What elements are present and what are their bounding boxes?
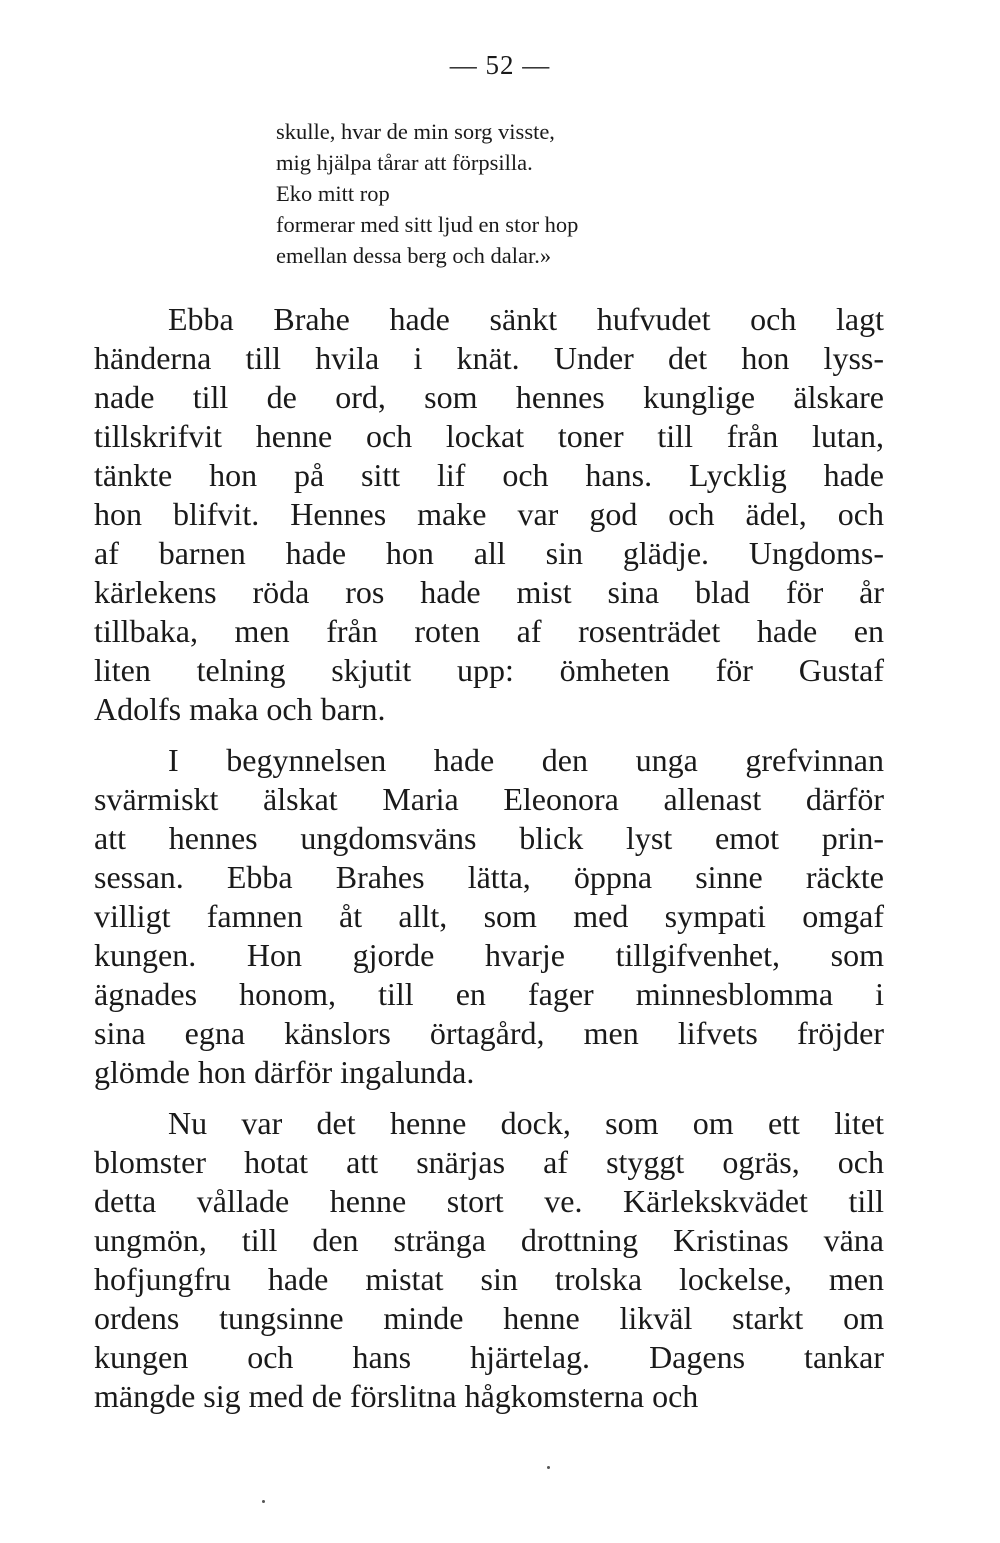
text-line: ungmön, till den stränga drottning Kristinas väna	[94, 1222, 884, 1258]
text-line: kungen. Hon gjorde hvarje tillgifvenhet, som	[94, 937, 884, 973]
verse-line: skulle, hvar de min sorg visste,	[276, 119, 555, 144]
verse-block	[276, 116, 796, 271]
text-line: ordens tungsinne minde henne likväl starkt om	[94, 1300, 884, 1336]
text-line: liten telning skjutit upp: ömheten för Gustaf	[94, 652, 884, 688]
text-line: detta vållade henne stort ve. Kärlekskvädet till	[94, 1183, 884, 1219]
text-line: mängde sig med de förslitna hågkomsterna och	[94, 1378, 699, 1414]
text-line: Ebba Brahe hade sänkt hufvudet och lagt	[168, 301, 884, 337]
text-line: hon blifvit. Hennes make var god och ädel, och	[94, 496, 884, 532]
text-line: sessan. Ebba Brahes lätta, öppna sinne räckte	[94, 859, 884, 895]
body-text	[94, 300, 884, 1416]
text-line: att hennes ungdomsväns blick lyst emot prin-	[94, 820, 884, 856]
verse-line: mig hjälpa tårar att förpsilla.	[276, 150, 533, 175]
text-line: svärmiskt älskat Maria Eleonora allenast därför	[94, 781, 884, 817]
text-line: I begynnelsen hade den unga grefvinnan	[168, 742, 884, 778]
text-line: Nu var det henne dock, som om ett litet	[168, 1105, 884, 1141]
paper-speck	[262, 1500, 265, 1503]
text-line: händerna till hvila i knät. Under det hon lyss-	[94, 340, 884, 376]
verse-line: emellan dessa berg och dalar.»	[276, 243, 552, 268]
text-line: tänkte hon på sitt lif och hans. Lycklig hade	[94, 457, 884, 493]
text-line: ägnades honom, till en fager minnesblomma i	[94, 976, 884, 1012]
verse-line: Eko mitt rop	[276, 181, 390, 206]
text-line: glömde hon därför ingalunda.	[94, 1054, 475, 1090]
verse-line: formerar med sitt ljud en stor hop	[276, 212, 579, 237]
text-line: sina egna känslors örtagård, men lifvets fröjder	[94, 1015, 884, 1051]
text-line: tillbaka, men från roten af rosenträdet hade en	[94, 613, 884, 649]
paragraph-2	[94, 741, 884, 1092]
text-line: kungen och hans hjärtelag. Dagens tankar	[94, 1339, 884, 1375]
text-line: kärlekens röda ros hade mist sina blad för år	[94, 574, 884, 610]
page-number: — 52 —	[449, 50, 551, 80]
text-line: blomster hotat att snärjas af styggt ogräs, och	[94, 1144, 884, 1180]
text-line: nade till de ord, som hennes kunglige älskare	[94, 379, 884, 415]
paragraph-1	[94, 300, 884, 729]
text-line: hofjungfru hade mistat sin trolska lockelse, men	[94, 1261, 884, 1297]
text-line: Adolfs maka och barn.	[94, 691, 386, 727]
paper-speck	[547, 1466, 550, 1469]
paragraph-3	[94, 1104, 884, 1416]
text-line: tillskrifvit henne och lockat toner till från lutan,	[94, 418, 884, 454]
text-line: villigt famnen åt allt, som med sympati omgaf	[94, 898, 884, 934]
text-line: af barnen hade hon all sin glädje. Ungdoms-	[94, 535, 884, 571]
